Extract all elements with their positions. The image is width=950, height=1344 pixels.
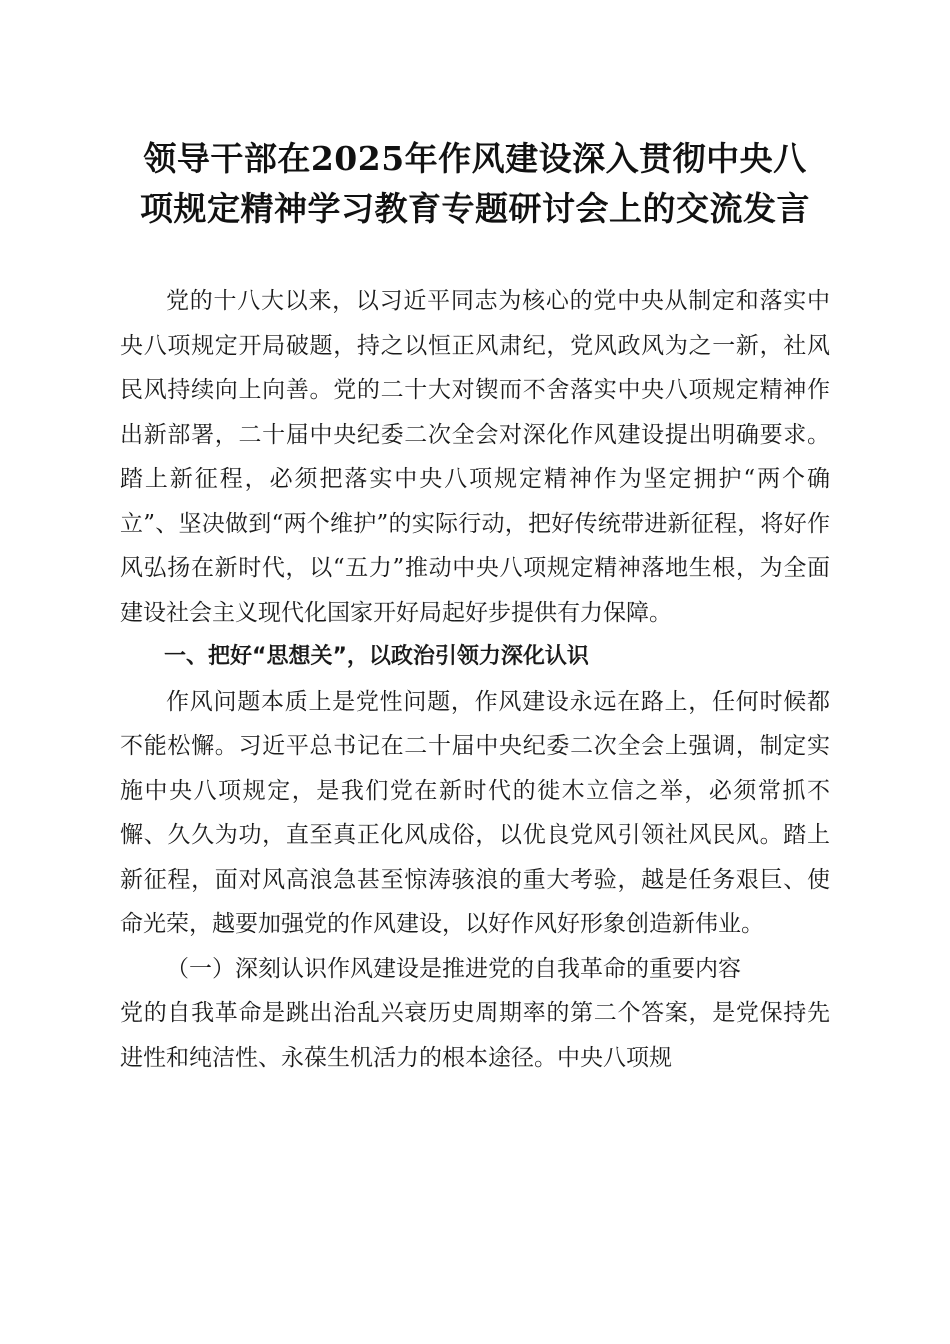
subsection-heading-1: （一）深刻认识作风建设是推进党的自我革命的重要内容 — [166, 955, 741, 982]
section-1-paragraph: 作风问题本质上是党性问题，作风建设永远在路上，任何时候都不能松懈。习近平总书记在二十届中央纪委二次全会上强调，制定实施中央八项规定，是我们党在新时代的徙木立信之举，必须常抓不懈、久久为功，直至真正化风成俗，以优良党风引领社风民风。踏上新征程，面对风高浪急甚至惊涛骇浪的重大考验，越是任务艰巨、使命光荣，越要加强党的作风建设，以好作风好形象创造新伟业。 — [120, 688, 830, 937]
intro-paragraph: 党的十八大以来，以习近平同志为核心的党中央从制定和落实中央八项规定开局破题，持之以恒正风肃纪，党风政风为之一新，社风民风持续向上向善。党的二十大对锲而不舍落实中央八项规定精神作出新部署，二十届中央纪委二次全会对深化作风建设提出明确要求。踏上新征程，必须把落实中央八项规定精神作为坚定拥护“两个确立”、坚决做到“两个维护”的实际行动，把好传统带进新征程，将好作风弘扬在新时代，以“五力”推动中央八项规定精神落地生根，为全面建设社会主义现代化国家开好局起好步提供有力保障。 — [120, 288, 830, 626]
title-line-1: 领导干部在2025年作风建设深入贯彻中央八 — [143, 139, 807, 178]
document-title — [118, 134, 832, 234]
section-heading-1: 一、把好“思想关”，以政治引领力深化认识 — [164, 644, 589, 669]
subsection-1-paragraph: 党的自我革命是跳出治乱兴衰历史周期率的第二个答案，是党保持先进性和纯洁性、永葆生机活力的根本途径。中央八项规 — [120, 1000, 830, 1071]
document-body — [120, 279, 830, 1080]
title-line-2: 项规定精神学习教育专题研讨会上的交流发言 — [140, 189, 810, 228]
